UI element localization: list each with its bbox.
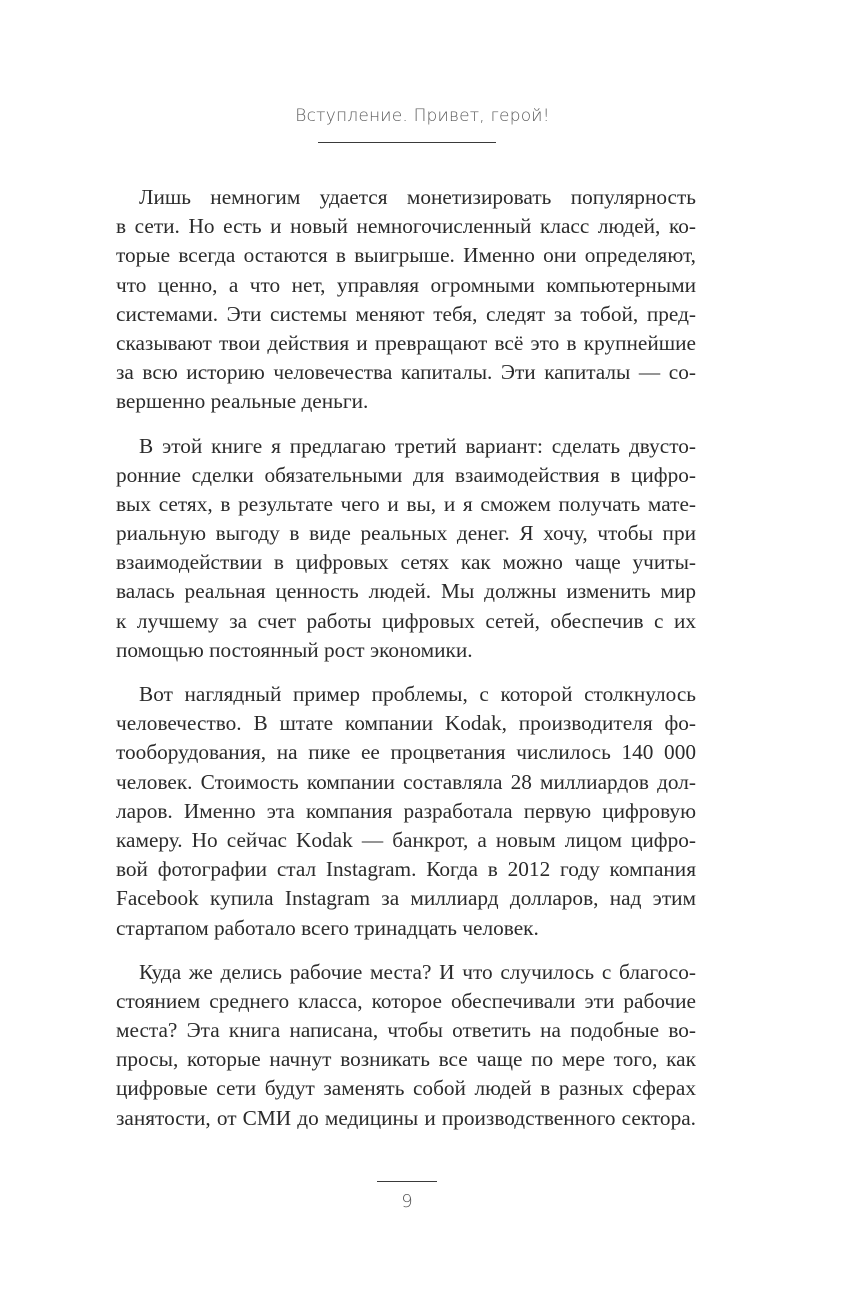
text-line: ларов. Именно эта компания разработала первую цифровую: [116, 798, 696, 823]
text-line: человек. Стоимость компании составляла 28 миллиардов дол-: [116, 769, 696, 794]
running-header: Вступление. Привет, герой!: [295, 106, 550, 126]
text-line: за всю историю человечества капиталы. Эти капиталы — со-: [116, 360, 696, 385]
text-line: стартапом работало всего тринадцать человек.: [116, 915, 539, 940]
paragraph-2: [116, 432, 696, 666]
text-line: тооборудования, на пике ее процветания числилось 140 000: [116, 740, 696, 765]
text-line: камеру. Но сейчас Kodak — банкрот, а новым лицом цифро-: [116, 827, 696, 852]
text-line: риальную выгоду в виде реальных денег. Я хочу, чтобы при: [116, 521, 696, 546]
paragraph-1: [116, 183, 696, 417]
text-line: занятости, от СМИ до медицины и производственного сектора.: [116, 1105, 696, 1130]
text-line: Facebook купила Instagram за миллиард долларов, над этим: [116, 886, 696, 911]
text-line: валась реальная ценность людей. Мы должны изменить мир: [116, 579, 696, 604]
paragraph-4: [116, 958, 696, 1133]
text-line: цифровые сети будут заменять собой людей в разных сферах: [116, 1076, 696, 1101]
text-line: Куда же делись рабочие места? И что случилось с благосо-: [139, 959, 696, 984]
header-divider: [318, 142, 496, 143]
footer-divider: [377, 1181, 437, 1182]
text-line: вых сетях, в результате чего и вы, и я сможем получать мате-: [116, 491, 696, 516]
text-line: взаимодействии в цифровых сетях как можно чаще учиты-: [116, 550, 696, 575]
text-line: сказывают твои действия и превращают всё это в крупнейшие: [116, 330, 696, 355]
paragraph-3: [116, 680, 696, 943]
text-line: помощью постоянный рост экономики.: [116, 637, 473, 662]
body-text: [116, 183, 696, 1148]
text-line: к лучшему за счет работы цифровых сетей, обеспечив с их: [116, 608, 696, 633]
text-line: Вот наглядный пример проблемы, с которой столкнулось: [139, 682, 696, 706]
text-line: вершенно реальные деньги.: [116, 389, 369, 414]
text-line: в сети. Но есть и новый немногочисленный класс людей, ко-: [116, 214, 696, 239]
text-line: что ценно, а что нет, управляя огромными компьютерными: [116, 272, 696, 297]
text-line: человечество. В штате компании Kodak, производителя фо-: [116, 711, 696, 736]
text-line: Лишь немногим удается монетизировать популярность: [139, 185, 696, 209]
text-line: места? Эта книга написана, чтобы ответить на подобные во-: [116, 1018, 696, 1043]
text-line: вой фотографии стал Instagram. Когда в 2012 году компания: [116, 857, 696, 882]
text-line: ронние сделки обязательными для взаимодействия в цифро-: [116, 462, 696, 487]
text-line: просы, которые начнут возникать все чаще по мере того, как: [116, 1047, 696, 1072]
text-line: системами. Эти системы меняют тебя, следят за тобой, пред-: [116, 301, 696, 326]
text-line: торые всегда остаются в выигрыше. Именно они определяют,: [116, 243, 696, 268]
text-line: В этой книге я предлагаю третий вариант: сделать двусто-: [139, 433, 696, 458]
page-number: 9: [401, 1191, 413, 1212]
text-line: стоянием среднего класса, которое обеспечивали эти рабочие: [116, 988, 696, 1013]
